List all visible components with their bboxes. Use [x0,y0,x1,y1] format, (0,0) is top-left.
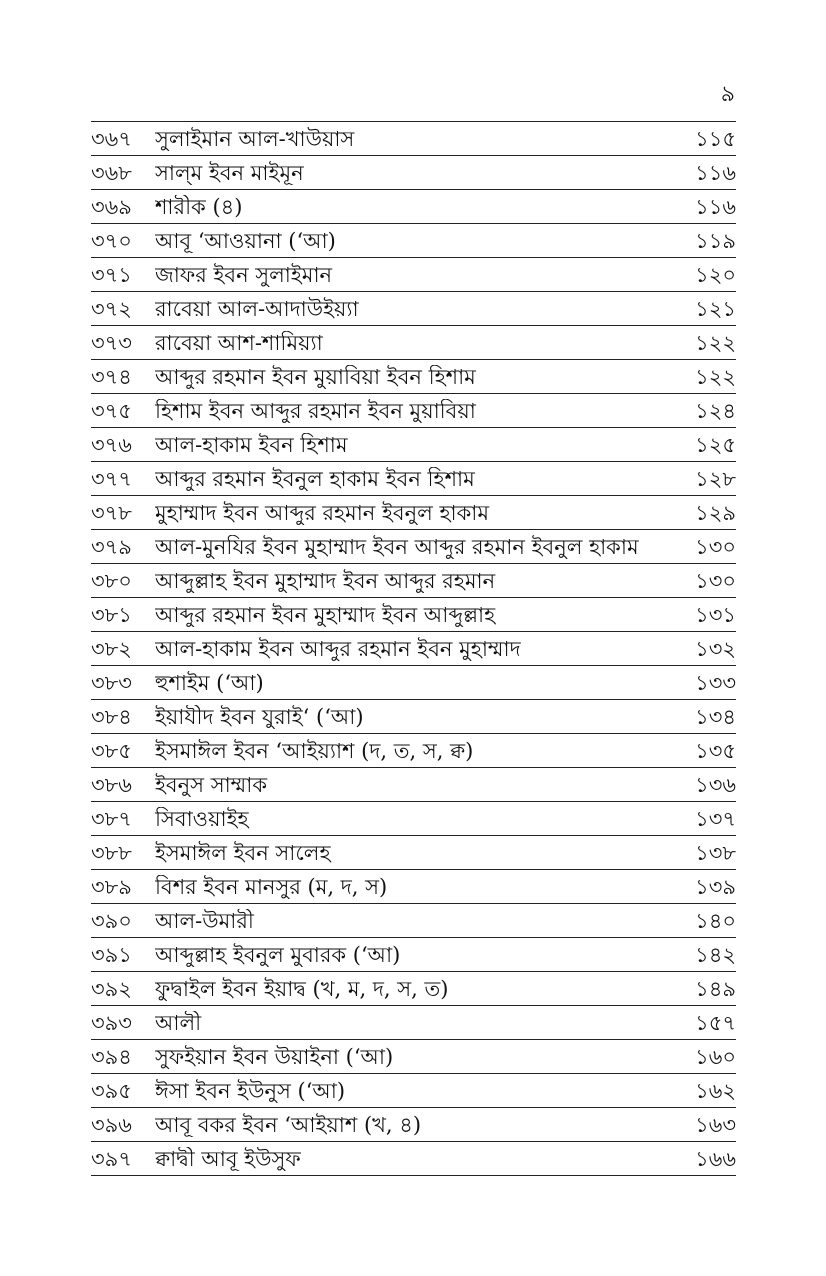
table-of-contents [91,121,736,1176]
entry-title: ইবনুস সাম্মাক [155,772,268,797]
toc-row [91,258,736,292]
entry-number: ৩৯৬ [91,1112,132,1137]
entry-page-number: ১২২ [695,364,736,389]
entry-page-number: ১৩০ [695,534,736,559]
entry-page-number: ১১৬ [695,194,736,219]
toc-row [91,530,736,564]
entry-number: ৩৭৮ [91,500,132,525]
entry-page-number: ১৩৩ [695,670,736,695]
entry-page-number: ১৩০ [695,568,736,593]
entry-title: রাবেয়া আল-আদাউইয়্যা [155,296,359,321]
entry-page-number: ১২২ [695,330,736,355]
entry-title: আবূ ‘আওয়ানা (‘আ) [155,228,336,253]
entry-title: বিশর ইবন মানসুর (ম, দ, স) [155,874,388,899]
entry-page-number: ১৬২ [695,1078,736,1103]
entry-page-number: ১২৯ [695,500,736,525]
toc-row [91,700,736,734]
entry-title: সাল্‌ম ইবন মাইমূন [155,160,304,185]
entry-number: ৩৭৯ [91,534,132,559]
toc-row [91,768,736,802]
toc-row [91,1006,736,1040]
entry-title: ইসমাঈল ইবন সালেহ [155,840,331,865]
toc-row [91,972,736,1006]
toc-row [91,1108,736,1142]
entry-number: ৩৯২ [91,976,132,1001]
entry-title: ফুদ্বাইল ইবন ইয়াদ্ব (খ, ম, দ, স, ত) [155,976,449,1001]
entry-number: ৩৮০ [91,568,132,593]
entry-number: ৩৭১ [91,262,132,287]
entry-page-number: ১১৫ [695,126,736,151]
entry-page-number: ১২৮ [695,466,736,491]
entry-page-number: ১৩৬ [695,772,736,797]
toc-row [91,360,736,394]
toc-row [91,632,736,666]
toc-row [91,734,736,768]
entry-page-number: ১৬৩ [695,1112,736,1137]
entry-title: আব্দুর রহমান ইবনুল হাকাম ইবন হিশাম [155,466,475,491]
entry-title: জাফর ইবন সুলাইমান [155,262,333,287]
toc-row [91,904,736,938]
entry-page-number: ১৪৯ [695,976,736,1001]
entry-page-number: ১৩৮ [695,840,736,865]
toc-row [91,870,736,904]
entry-number: ৩৭৪ [91,364,132,389]
entry-page-number: ১১৯ [695,228,736,253]
toc-row [91,394,736,428]
entry-page-number: ১১৬ [695,160,736,185]
entry-title: ইসমাঈল ইবন ‘আইয়্যাশ (দ, ত, স, ক্ব) [155,738,474,763]
entry-number: ৩৮৮ [91,840,132,865]
entry-title: আব্দুর রহমান ইবন মুয়াবিয়া ইবন হিশাম [155,364,476,389]
entry-title: সুলাইমান আল-খাউয়াস [155,126,355,151]
toc-row [91,1040,736,1074]
entry-title: আলী [155,1010,202,1035]
entry-number: ৩৮৬ [91,772,132,797]
entry-title: আল-হাকাম ইবন হিশাম [155,432,348,457]
toc-row [91,496,736,530]
toc-row [91,1074,736,1108]
entry-page-number: ১২১ [695,296,736,321]
entry-number: ৩৮৩ [91,670,132,695]
entry-page-number: ১২৪ [695,398,736,423]
entry-number: ৩৭৬ [91,432,132,457]
toc-row [91,224,736,258]
toc-row [91,326,736,360]
page-number: ৯ [720,82,735,107]
entry-title: আবূ বকর ইবন ‘আইয়াশ (খ, ৪) [155,1112,422,1137]
toc-row [91,564,736,598]
toc-row [91,190,736,224]
entry-number: ৩৬৮ [91,160,132,185]
entry-number: ৩৯৭ [91,1146,132,1171]
entry-number: ৩৭২ [91,296,132,321]
entry-title: আব্দুল্লাহ ইবন মুহাম্মাদ ইবন আব্দুর রহমান [155,568,496,593]
entry-number: ৩৮৭ [91,806,132,831]
entry-number: ৩৮৫ [91,738,132,763]
entry-title: আল-উমারী [155,908,254,933]
entry-page-number: ১৩২ [695,636,736,661]
entry-page-number: ১৩১ [695,602,736,627]
toc-row [91,836,736,870]
entry-number: ৩৮১ [91,602,132,627]
entry-title: আল-মুনযির ইবন মুহাম্মাদ ইবন আব্দুর রহমান ইবনুল হাকাম [155,534,639,559]
toc-row [91,1142,736,1176]
toc-row [91,938,736,972]
entry-number: ৩৯০ [91,908,132,933]
entry-page-number: ১৩৭ [695,806,736,831]
toc-row [91,666,736,700]
entry-number: ৩৬৭ [91,126,132,151]
toc-row [91,292,736,326]
entry-page-number: ১৩৫ [695,738,736,763]
entry-number: ৩৭৫ [91,398,132,423]
entry-title: সুফইয়ান ইবন উয়াইনা (‘আ) [155,1044,394,1069]
entry-number: ৩৯৪ [91,1044,132,1069]
entry-number: ৩৯১ [91,942,132,967]
entry-page-number: ১৪২ [695,942,736,967]
toc-row [91,156,736,190]
entry-number: ৩৭০ [91,228,132,253]
entry-number: ৩৮২ [91,636,132,661]
toc-row [91,122,736,156]
entry-title: আল-হাকাম ইবন আব্দুর রহমান ইবন মুহাম্মাদ [155,636,521,661]
entry-title: রাবেয়া আশ-শামিয়্যা [155,330,323,355]
entry-page-number: ১৪০ [695,908,736,933]
entry-title: শারীক (৪) [155,194,243,219]
entry-page-number: ১৬০ [695,1044,736,1069]
entry-title: ইয়াযীদ ইবন যুরাই‘ (‘আ) [155,704,364,729]
entry-title: সিবাওয়াইহ [155,806,249,831]
entry-page-number: ১৬৬ [695,1146,736,1171]
entry-title: মুহাম্মাদ ইবন আব্দুর রহমান ইবনুল হাকাম [155,500,490,525]
toc-row [91,598,736,632]
entry-title: আব্দুল্লাহ ইবনুল মুবারক (‘আ) [155,942,401,967]
entry-number: ৩৬৯ [91,194,132,219]
entry-number: ৩৯৩ [91,1010,132,1035]
toc-row [91,802,736,836]
entry-page-number: ১৩৯ [695,874,736,899]
entry-page-number: ১২৫ [695,432,736,457]
entry-title: হিশাম ইবন আব্দুর রহমান ইবন মুয়াবিয়া [155,398,476,423]
entry-page-number: ১২০ [695,262,736,287]
entry-title: হুশাইম (‘আ) [155,670,264,695]
entry-title: ক্বাদ্বী আবূ ইউসুফ [155,1146,301,1171]
entry-page-number: ১৩৪ [695,704,736,729]
entry-title: আব্দুর রহমান ইবন মুহাম্মাদ ইবন আব্দুল্লাহ [155,602,496,627]
entry-title: ঈসা ইবন ইউনুস (‘আ) [155,1078,346,1103]
toc-row [91,462,736,496]
entry-number: ৩৮৯ [91,874,132,899]
toc-row [91,428,736,462]
entry-number: ৩৮৪ [91,704,132,729]
entry-page-number: ১৫৭ [695,1010,736,1035]
entry-number: ৩৯৫ [91,1078,132,1103]
entry-number: ৩৭৭ [91,466,132,491]
entry-number: ৩৭৩ [91,330,132,355]
